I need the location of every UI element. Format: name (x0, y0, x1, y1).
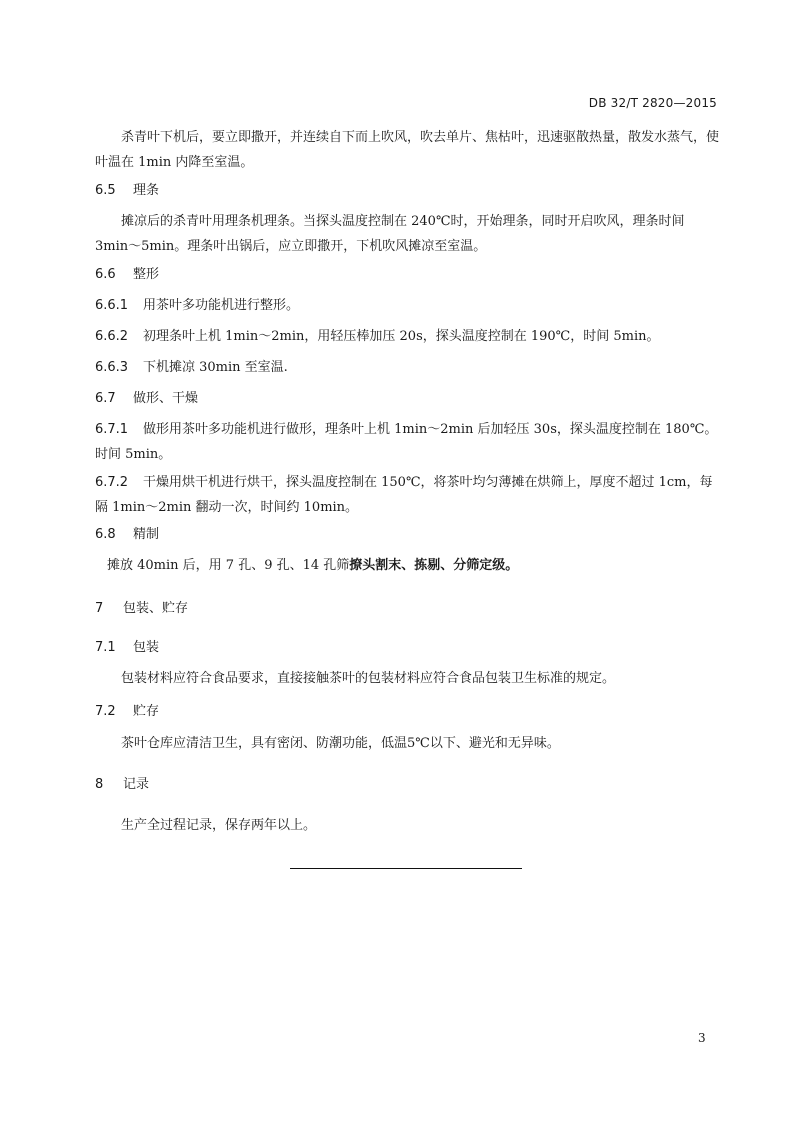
section-number: 7.2 (95, 704, 116, 719)
section-number: 8 (95, 777, 104, 792)
section-title: 做形、干燥 (133, 391, 199, 406)
section-title: 包装、贮存 (123, 601, 189, 616)
clause-6-6-1 (95, 293, 720, 318)
page-number: 3 (698, 1031, 706, 1045)
clause-number: 6.7.2 (95, 475, 129, 490)
clause-6-6-2 (95, 324, 720, 349)
section-number: 6.5 (95, 183, 116, 198)
section-title: 整形 (133, 267, 160, 282)
clause-text: 下机摊凉 30min 至室温. (143, 360, 288, 375)
document-code: DB 32/T 2820—2015 (588, 96, 717, 110)
section-7-1-heading (95, 635, 720, 660)
clause-6-6-3 (95, 355, 720, 380)
section-6-8-body (95, 553, 732, 578)
clause-6-7-1 (95, 417, 720, 467)
section-title: 记录 (123, 777, 150, 792)
intro-paragraph: 杀青叶下机后，要立即撒开，并连续自下而上吹风，吹去单片、焦枯叶，迅速驱散热量，散发水蒸气，使叶温在 1min 内降至室温。 (95, 130, 720, 170)
refining-steps: 撩头割末、拣剔、分筛定级。 (349, 558, 519, 573)
section-6-6-heading (95, 262, 720, 287)
clause-text: 做形用茶叶多功能机进行做形，理条叶上机 1min～2min 后加轻压 30s，探头温度控制在 180℃。时间 5min。 (95, 422, 718, 462)
section-number: 7 (95, 601, 104, 616)
section-title: 精制 (133, 527, 160, 542)
section-title: 理条 (133, 183, 160, 198)
section-6-8-heading (95, 522, 720, 547)
refining-text: 摊放 40min 后，用 7 孔、9 孔、14 孔筛 (107, 558, 350, 573)
section-number: 7.1 (95, 640, 116, 655)
clause-text: 用茶叶多功能机进行整形。 (143, 298, 300, 313)
section-7-1-body: 包装材料应符合食品要求，直接接触茶叶的包装材料应符合食品包装卫生标准的规定。 (121, 671, 616, 686)
section-8-heading (95, 772, 720, 797)
clause-number: 6.7.1 (95, 422, 129, 437)
section-number: 6.6 (95, 267, 116, 282)
section-6-5-heading (95, 178, 720, 203)
clause-6-7-2 (95, 470, 720, 520)
section-6-7-heading (95, 386, 720, 411)
section-7-2-heading (95, 699, 720, 724)
section-7-heading (95, 596, 720, 621)
section-title: 贮存 (133, 704, 160, 719)
section-number: 6.7 (95, 391, 116, 406)
section-title: 包装 (133, 640, 160, 655)
section-8-body: 生产全过程记录，保存两年以上。 (121, 818, 317, 833)
section-7-2-body: 茶叶仓库应清洁卫生，具有密闭、防潮功能，低温5℃以下、避光和无异味。 (121, 736, 560, 751)
clause-number: 6.6.3 (95, 360, 129, 375)
section-6-5-body: 摊凉后的杀青叶用理条机理条。当探头温度控制在 240℃时，开始理条，同时开启吹风，理条时间 3min～5min。理条叶出锅后，应立即撒开，下机吹风摊凉至室温。 (95, 214, 685, 254)
clause-text: 初理条叶上机 1min～2min，用轻压棒加压 20s，探头温度控制在 190℃，时间 5min。 (143, 329, 660, 344)
clause-text: 干燥用烘干机进行烘干，探头温度控制在 150℃，将茶叶均匀薄摊在烘筛上，厚度不超过 1cm，每隔 1min～2min 翻动一次，时间约 10min。 (95, 475, 713, 515)
clause-number: 6.6.1 (95, 298, 129, 313)
section-number: 6.8 (95, 527, 116, 542)
clause-number: 6.6.2 (95, 329, 129, 344)
end-rule (290, 868, 522, 869)
